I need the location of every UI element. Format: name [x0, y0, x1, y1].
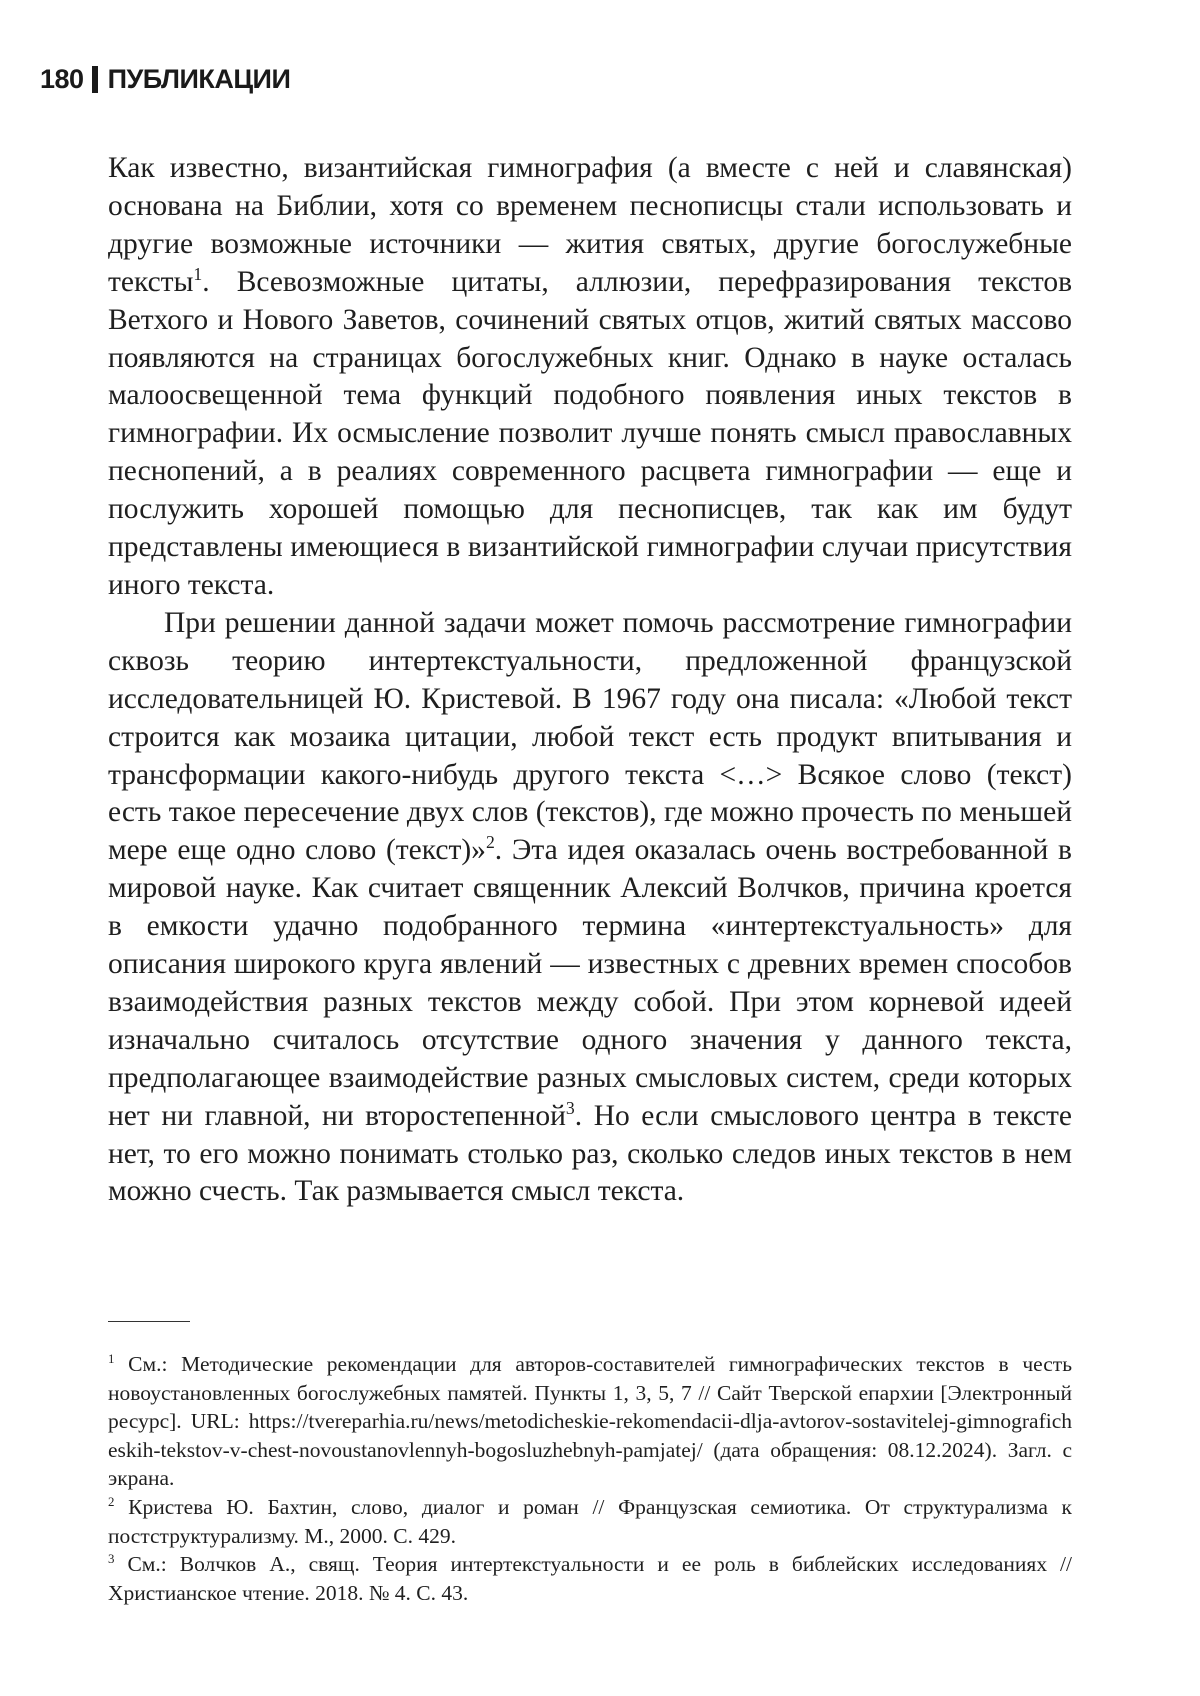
page-number: 180: [40, 64, 84, 94]
paragraph-2-text-a: При решении данной задачи может помочь рассмотрение гимнографии сквозь теорию интертекстуальности, предложенной французской исследовательницей Ю. Кристевой. В 1967 году она писала: «Любой текст строится как мозаика цитации, любой текст есть продукт впитывания и трансформации какого-нибудь другого текста <…> Всякое слово (текст) есть такое пересечение двух слов (текстов), где можно прочесть по меньшей мере еще одно слово (текст)»: [108, 606, 1072, 867]
footnote-2-text: Кристева Ю. Бахтин, слово, диалог и роман // Французская семиотика. От структурализма к постструктурализму. М., 2000. С. 429.: [108, 1494, 1072, 1548]
footnote-1-url[interactable]: https://tvereparhia.ru/news/metodicheskie-rekomendacii-dlja-avtorov-sostavitelej-gimnograficheskih-tekstov-v-chest-novoustanovlennyh-bogosluzhebnyh-pamjatej/: [108, 1409, 1072, 1462]
footnote-3: [108, 1550, 1072, 1607]
footnote-ref-1: 1: [193, 263, 203, 284]
footnote-1-text-b: (дата обращения: 08.12.2024). Загл. с экрана.: [108, 1437, 1072, 1491]
paragraph-1: [108, 150, 1072, 605]
footnote-divider: [108, 1321, 190, 1322]
footnote-1-mark: 1: [108, 1351, 115, 1366]
paragraph-1-text-b: . Всевозможные цитаты, аллюзии, перефразирования текстов Ветхого и Нового Заветов, сочинений святых отцов, житий святых массово появляются на страницах богослужебных книг. Однако в науке осталась малоосвещенной тема функций подобного появления иных текстов в гимнографии. Их осмысление позволит лучше понять смысл православных песнопений, а в реалиях современного расцвета гимнографии — еще и послужить хорошей помощью для песнописцев, так как им будут представлены имеющиеся в византийской гимнографии случаи присутствия иного текста.: [108, 265, 1072, 601]
footnotes: [108, 1350, 1072, 1607]
footnote-ref-2: 2: [485, 832, 495, 853]
paragraph-1-text-a: Как известно, византийская гимнография (а вместе с ней и славянская) основана на Библии, хотя со временем песнописцы стали использовать и другие возможные источники — жития святых, другие богослужебные тексты: [108, 152, 1072, 298]
section-title: ПУБЛИКАЦИИ: [107, 64, 291, 94]
footnote-1: [108, 1350, 1072, 1493]
paragraph-2: [108, 605, 1072, 1212]
footnote-2: [108, 1493, 1072, 1550]
footnote-2-mark: 2: [108, 1494, 115, 1509]
main-text: [108, 150, 1072, 1211]
footnote-3-mark: 3: [108, 1552, 115, 1566]
header-separator-bar: [92, 66, 98, 93]
footnote-ref-3: 3: [565, 1097, 575, 1118]
footnote-3-text: См.: Волчков А., свящ. Теория интертекстуальности и ее роль в библейских исследованиях // Христианское чтение. 2018. № 4. С. 43.: [108, 1552, 1072, 1605]
paragraph-2-text-b: . Эта идея оказалась очень востребованной в мировой науке. Как считает священник Алексий Волчков, причина кроется в емкости удачно подобранного термина «интертекстуальность» для описания широкого круга явлений — известных с древних времен способов взаимодействия разных текстов между собой. При этом корневой идеей изначально считалось отсутствие одного значения у данного текста, предполагающее взаимодействие разных смысловых систем, среди которых нет ни главной, ни второстепенной: [108, 834, 1072, 1132]
running-header: [40, 64, 290, 95]
paragraph-2-text-c: . Но если смыслового центра в тексте нет, то его можно понимать столько раз, сколько следов иных текстов в нем можно счесть. Так размывается смысл текста.: [108, 1099, 1073, 1208]
footnote-1-text-a: См.: Методические рекомендации для авторов-составителей гимнографических текстов в честь новоустановленных богослужебных памятей. Пункты 1, 3, 5, 7 // Сайт Тверской епархии [Электронный ресурс]. URL:: [108, 1352, 1072, 1434]
